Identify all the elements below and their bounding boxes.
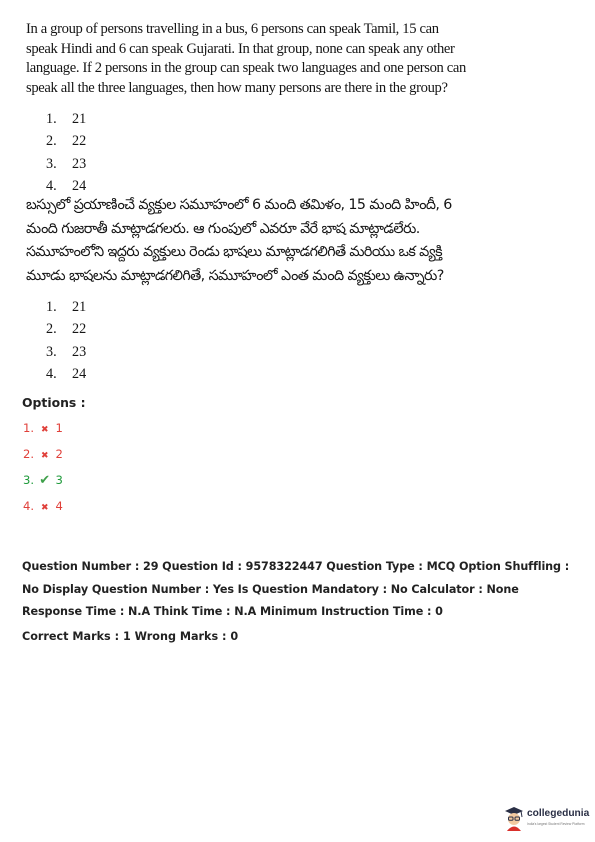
cross-icon: ✖ [40, 425, 49, 435]
mascot-icon [503, 805, 525, 831]
options-english [46, 108, 86, 197]
choice-1: 1. ✖ 1 [23, 419, 63, 445]
question-text-telugu: బస్సులో ప్రయాణించే వ్యక్తుల సమూహంలో 6 మంది తమిళం, 15 మంది హిందీ, 6 మంది గుజరాతీ మాట్లాడగలరు. ఆ గుంపులో ఎవరూ వేరే భాష మాట్లాడలేరు. సమూహంలోని ఇద్దరు వ్యక్తులు రెండు భాషలు మాట్లాడగలిగితే మరియు ఒక వ్యక్తి మూడు భాషలను మాట్లాడగలిగితే, సమూహంలో ఎంత మంది వ్యక్తులు ఉన్నారు? [26, 197, 452, 284]
option-telugu-4: 4. 24 [46, 365, 87, 382]
option-english-1: 1. 21 [46, 111, 87, 127]
collegedunia-logo [503, 805, 593, 831]
question-metadata: Question Number : 29 Question Id : 9578322447 Question Type : MCQ Option Shuffling : No Display Question Number : Yes Is Question Mandatory : No Calculator : None Response Time : N.A Think Time : N.A Minimum Instruction Time : 0 [22, 560, 570, 619]
cross-icon: ✖ [40, 451, 49, 461]
options-telugu [46, 296, 86, 385]
option-english-2: 2. 22 [46, 133, 87, 150]
choice-3: 3. ✔ 3 [23, 473, 63, 488]
check-icon: ✔ [39, 473, 51, 488]
logo-wordmark: collegedunia [527, 808, 590, 819]
option-english-3: 3. 23 [46, 155, 87, 172]
cross-icon: ✖ [40, 503, 49, 513]
marks-info: Correct Marks : 1 Wrong Marks : 0 [22, 630, 239, 643]
option-telugu-1: 1. 21 [46, 299, 87, 315]
option-english-4: 4. 24 [46, 177, 87, 194]
choice-4: 4. ✖ 4 [23, 497, 63, 523]
option-telugu-3: 3. 23 [46, 343, 87, 360]
question-text-english: In a group of persons travelling in a bus, 6 persons can speak Tamil, 15 can speak Hindi and 6 can speak Gujarati. In that group, none can speak any other language. If 2 persons in the group can speak two languages and one person can speak all the three languages, then how many persons are there in the group? [26, 21, 466, 96]
answer-choices [23, 419, 63, 523]
choice-2: 2. ✖ 2 [23, 445, 63, 471]
option-telugu-2: 2. 22 [46, 321, 87, 338]
logo-tagline: India's largest Student Review Platform [527, 822, 585, 826]
options-heading: Options : [22, 395, 86, 410]
